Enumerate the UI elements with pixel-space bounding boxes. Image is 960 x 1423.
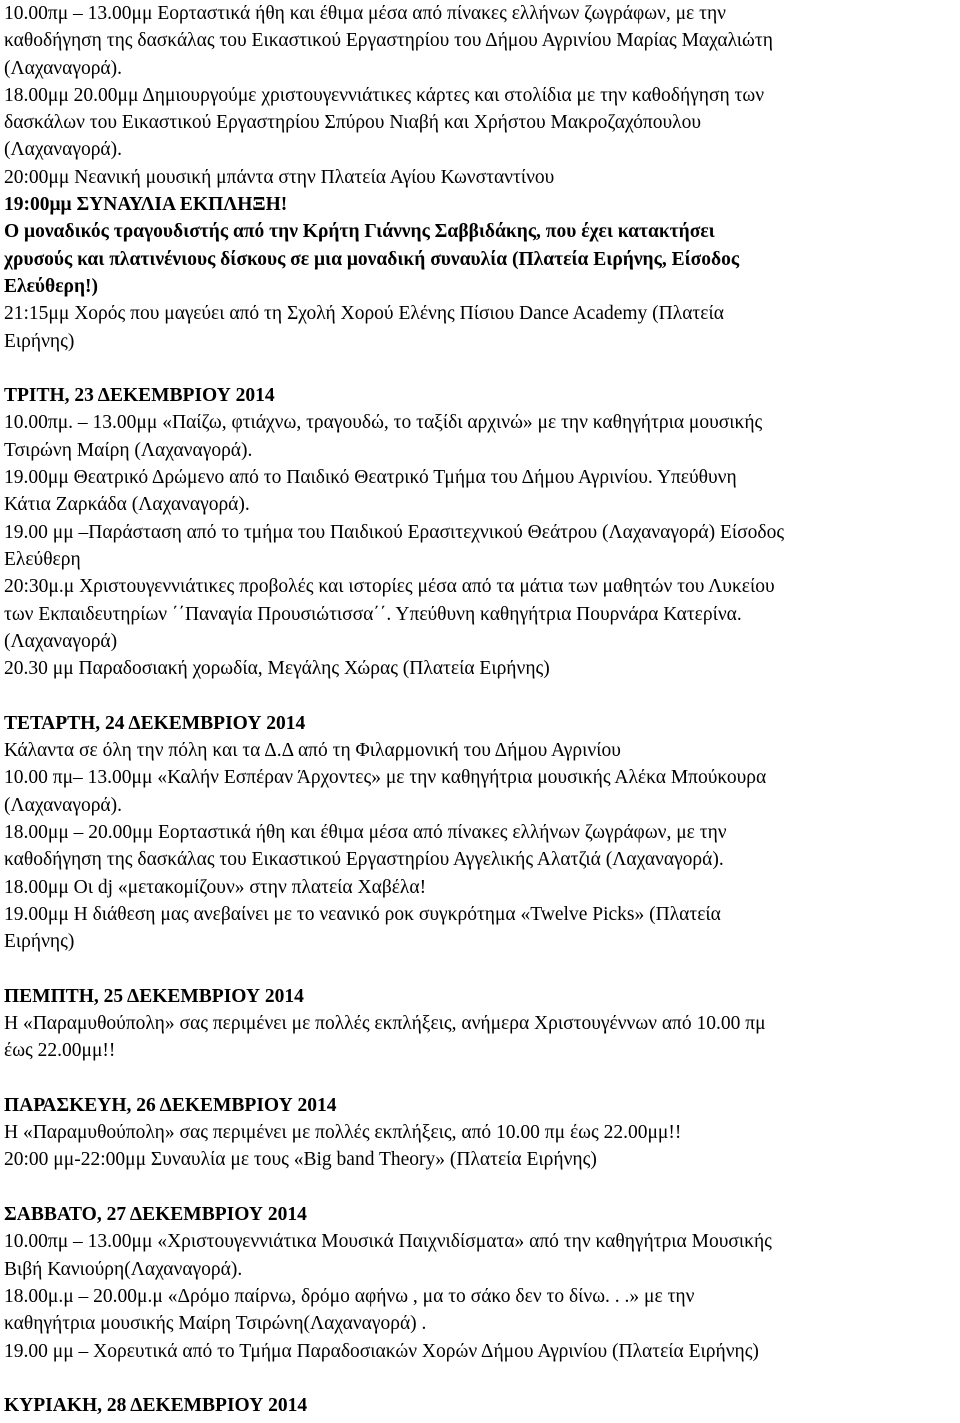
text-line: 20.30 μμ Παραδοσιακή χορωδία, Μεγάλης Χώρας (Πλατεία Ειρήνης) bbox=[4, 658, 550, 680]
text-line: 19.00 μμ –Παράσταση από το τμήμα του Παιδικού Ερασιτεχνικού Θεάτρου (Λαχαναγορά) Είσοδος bbox=[4, 521, 785, 543]
blank-line bbox=[4, 1174, 956, 1201]
text-line: 20:30μ.μ Χριστουγεννιάτικες προβολές και ιστορίες μέσα από τα μάτια των μαθητών του Λυκείου bbox=[4, 576, 775, 598]
text-line: Ειρήνης) bbox=[4, 931, 75, 953]
text-line: 18.00μμ Οι dj «μετακομίζουν» στην πλατεία Χαβέλα! bbox=[4, 876, 427, 898]
text-line: Τσιρώνη Μαίρη (Λαχαναγορά). bbox=[4, 439, 253, 461]
text-line: 18.00μμ 20.00μμ Δημιουργούμε χριστουγεννιάτικες κάρτες και στολίδια με την καθοδήγηση των bbox=[4, 84, 765, 106]
text-line: δασκάλων του Εικαστικού Εργαστηρίου Σπύρου Νιαβή και Χρήστου Μακροζαχόπουλου bbox=[4, 112, 702, 134]
text-line: Κάλαντα σε όλη την πόλη και τα Δ.Δ από τη Φιλαρμονική του Δήμου Αγρινίου bbox=[4, 740, 621, 762]
text-line: Ελεύθερη!) bbox=[4, 275, 99, 297]
document-page bbox=[4, 0, 956, 1419]
text-line: 19:00μμ ΣΥΝΑΥΛΙΑ ΕΚΠΛΗΞΗ! bbox=[4, 194, 288, 216]
day-heading: ΤΡΙΤΗ, 23 ΔΕΚΕΜΒΡΙΟΥ 2014 bbox=[4, 385, 275, 407]
blank-line bbox=[4, 682, 956, 709]
text-line: (Λαχαναγορά) bbox=[4, 630, 118, 652]
text-line: 18.00μ.μ – 20.00μ.μ «Δρόμο παίρνω, δρόμο αφήνω , μα το σάκο δεν το δίνω. . .» με την bbox=[4, 1285, 695, 1307]
blank-line bbox=[4, 355, 956, 382]
text-line: (Λαχαναγορά). bbox=[4, 139, 123, 161]
text-line: 10.00πμ. – 13.00μμ «Παίζω, φτιάχνω, τραγουδώ, το ταξίδι αρχινώ» με την καθηγήτρια μουσικής bbox=[4, 412, 763, 434]
blank-line bbox=[4, 955, 956, 982]
text-line: Ο μοναδικός τραγουδιστής από την Κρήτη Γιάννης Σαββιδάκης, που έχει κατακτήσει bbox=[4, 221, 715, 243]
text-line: (Λαχαναγορά). bbox=[4, 57, 123, 79]
text-line: 21:15μμ Χορός που μαγεύει από τη Σχολή Χορού Ελένης Πίσιου Dance Academy (Πλατεία bbox=[4, 303, 724, 325]
text-line: 20:00μμ Νεανική μουσική μπάντα στην Πλατεία Αγίου Κωνσταντίνου bbox=[4, 166, 555, 188]
text-line: 10.00πμ – 13.00μμ Εορταστικά ήθη και έθιμα μέσα από πίνακες ελλήνων ζωγράφων, με την bbox=[4, 3, 726, 24]
text-line: 19.00μμ Θεατρικό Δρώμενο από το Παιδικό Θεατρικό Τμήμα του Δήμου Αγρινίου. Υπεύθυνη bbox=[4, 467, 737, 489]
day-heading: ΚΥΡΙΑΚΗ, 28 ΔΕΚΕΜΒΡΙΟΥ 2014 bbox=[4, 1395, 308, 1417]
day-heading: ΣΑΒΒΑΤΟ, 27 ΔΕΚΕΜΒΡΙΟΥ 2014 bbox=[4, 1204, 307, 1226]
text-line: 10.00πμ – 13.00μμ «Χριστουγεννιάτικα Μουσικά Παιχνιδίσματα» από την καθηγήτρια Μουσικής bbox=[4, 1231, 772, 1253]
text-line: των Εκπαιδευτηρίων ΄΄Παναγία Προυσιώτισσα΄΄. Υπεύθυνη καθηγήτρια Πουρνάρα Κατερίνα. bbox=[4, 603, 742, 625]
blank-line bbox=[4, 1365, 956, 1392]
text-line: 20:00 μμ-22:00μμ Συναυλία με τους «Big band Theory» (Πλατεία Ειρήνης) bbox=[4, 1149, 597, 1171]
text-line: χρυσούς και πλατινένιους δίσκους σε μια μοναδική συναυλία (Πλατεία Ειρήνης, Είσοδος bbox=[4, 248, 740, 270]
text-line: καθηγήτρια μουσικής Μαίρη Τσιρώνη(Λαχαναγορά) . bbox=[4, 1313, 427, 1335]
text-line: Ελεύθερη bbox=[4, 548, 81, 570]
text-line: (Λαχαναγορά). bbox=[4, 794, 123, 816]
text-line: Βιβή Κανιούρη(Λαχαναγορά). bbox=[4, 1258, 243, 1280]
text-line: Κάτια Ζαρκάδα (Λαχαναγορά). bbox=[4, 494, 250, 516]
text-line: 19.00μμ Η διάθεση μας ανεβαίνει με το νεανικό ροκ συγκρότημα «Twelve Picks» (Πλατεία bbox=[4, 903, 721, 925]
text-line: καθοδήγηση της δασκάλας του Εικαστικού Εργαστηρίου του Δήμου Αγρινίου Μαρίας Μαχαλιώτη bbox=[4, 30, 773, 52]
text-line: Η «Παραμυθούπολη» σας περιμένει με πολλές εκπλήξεις, από 10.00 πμ έως 22.00μμ!! bbox=[4, 1122, 682, 1144]
text-line: 10.00 πμ– 13.00μμ «Καλήν Εσπέραν Άρχοντες» με την καθηγήτρια μουσικής Αλέκα Μπούκουρα bbox=[4, 767, 767, 789]
text-line: καθοδήγηση της δασκάλας του Εικαστικού Εργαστηρίου Αγγελικής Αλατζιά (Λαχαναγορά). bbox=[4, 849, 724, 871]
text-line: Η «Παραμυθούπολη» σας περιμένει με πολλές εκπλήξεις, ανήμερα Χριστουγέννων από 10.00 πμ bbox=[4, 1012, 766, 1034]
text-line: 18.00μμ – 20.00μμ Εορταστικά ήθη και έθιμα μέσα από πίνακες ελλήνων ζωγράφων, με την bbox=[4, 821, 727, 843]
text-line: 19.00 μμ – Χορευτικά από το Τμήμα Παραδοσιακών Χορών Δήμου Αγρινίου (Πλατεία Ειρήνης) bbox=[4, 1340, 759, 1362]
text-line: έως 22.00μμ!! bbox=[4, 1040, 116, 1062]
text-line: Ειρήνης) bbox=[4, 330, 75, 352]
day-heading: ΤΕΤΑΡΤΗ, 24 ΔΕΚΕΜΒΡΙΟΥ 2014 bbox=[4, 712, 306, 734]
day-heading: ΠΑΡΑΣΚΕΥΗ, 26 ΔΕΚΕΜΒΡΙΟΥ 2014 bbox=[4, 1094, 337, 1116]
day-heading: ΠΕΜΠΤΗ, 25 ΔΕΚΕΜΒΡΙΟΥ 2014 bbox=[4, 985, 304, 1007]
blank-line bbox=[4, 1065, 956, 1092]
